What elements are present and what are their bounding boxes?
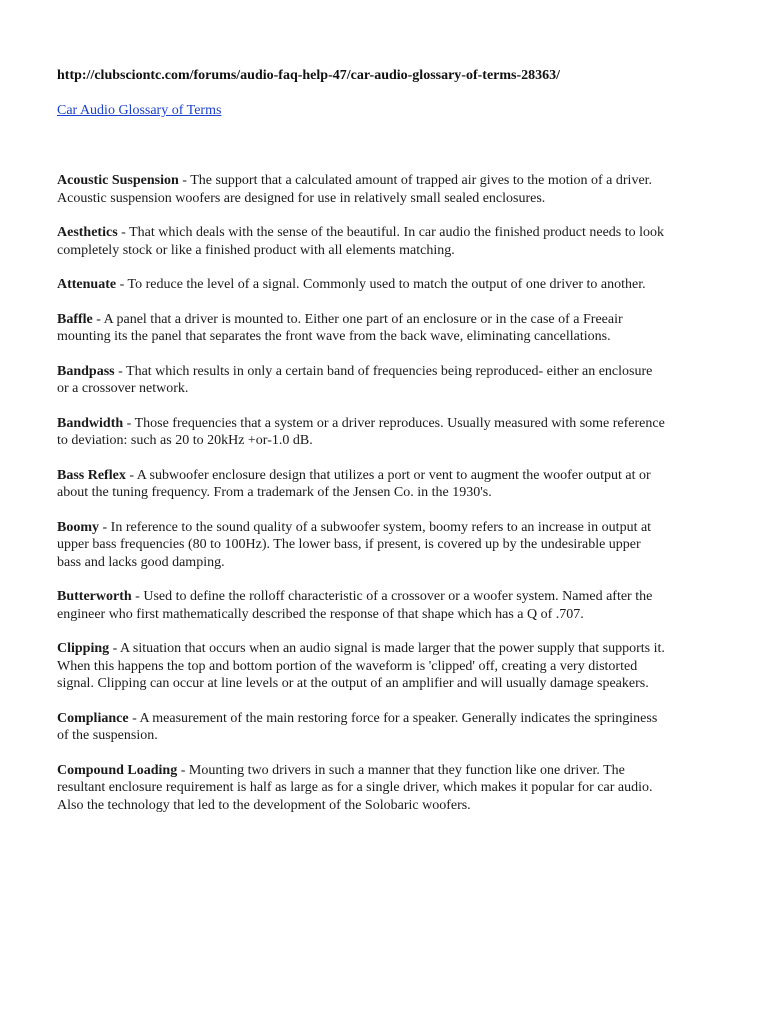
source-url: http://clubsciontc.com/forums/audio-faq-help-47/car-audio-glossary-of-terms-28363/ [57, 68, 561, 83]
glossary-entry [57, 588, 667, 623]
glossary-definition: That which results in only a certain band of frequencies being reproduced- either an enclosure or a crossover network. [57, 363, 653, 396]
glossary-definition: Those frequencies that a system or a driver reproduces. Usually measured with some reference to deviation: such as 20 to 20kHz +or-1.0 dB. [57, 415, 665, 448]
glossary-term: Compound Loading [57, 762, 178, 778]
glossary-list [57, 172, 667, 831]
term-separator: - [125, 467, 137, 483]
term-separator: - [109, 641, 121, 656]
glossary-term: Baffle [57, 311, 93, 327]
glossary-term: Clipping [57, 641, 110, 656]
glossary-entry [57, 276, 667, 294]
glossary-term: Butterworth [57, 589, 132, 604]
glossary-entry [57, 640, 667, 693]
glossary-term: Aesthetics [57, 225, 118, 240]
glossary-definition: Mounting two drivers in such a manner that they function like one driver. The resultant enclosure requirement is half as large as for a single driver, which makes it popular for car audio. Also the technology that led to the development of the Solobaric woofers. [57, 762, 653, 813]
glossary-term: Bandwidth [57, 415, 124, 431]
term-separator: - [114, 363, 127, 379]
glossary-term: Bandpass [57, 363, 115, 379]
glossary-term: Boomy [57, 519, 99, 535]
glossary-definition: That which deals with the sense of the beautiful. In car audio the finished product needs to look completely stock or like a finished product with all elements matching. [57, 225, 665, 258]
term-separator: - [128, 710, 140, 726]
glossary-entry [57, 172, 667, 207]
term-separator: - [123, 415, 135, 431]
glossary-definition: The support that a calculated amount of trapped air gives to the motion of a driver. Acoustic suspension woofers are designed for use in relatively small sealed enclosures. [57, 173, 653, 206]
glossary-definition: A panel that a driver is mounted to. Either one part of an enclosure or in the case of a Freeair mounting its the panel that separates the front wave from the back wave, eliminating cancellations. [57, 311, 623, 344]
glossary-definition: In reference to the sound quality of a subwoofer system, boomy refers to an increase in output at upper bass frequencies (80 to 100Hz). The lower bass, if present, is covered up by the undesirable upper bass and lacks good damping. [57, 519, 652, 570]
glossary-definition: Used to define the rolloff characteristic of a crossover or a woofer system. Named after the engineer who first mathematically described the response of that shape which has a Q of .707. [57, 589, 653, 622]
glossary-term: Attenuate [57, 277, 117, 292]
glossary-definition: A measurement of the main restoring force for a speaker. Generally indicates the springiness of the suspension. [57, 710, 658, 743]
glossary-term: Bass Reflex [57, 467, 126, 483]
term-separator: - [116, 277, 128, 292]
glossary-entry [57, 519, 667, 572]
glossary-entry [57, 467, 667, 502]
glossary-entry [57, 415, 667, 450]
document-title-link[interactable]: Car Audio Glossary of Terms [57, 103, 222, 118]
glossary-entry [57, 311, 667, 346]
glossary-entry [57, 363, 667, 398]
term-separator: - [92, 311, 104, 327]
glossary-entry [57, 762, 667, 815]
glossary-term: Compliance [57, 710, 129, 726]
glossary-definition: To reduce the level of a signal. Commonly used to match the output of one driver to another. [127, 277, 646, 292]
glossary-definition: A subwoofer enclosure design that utilizes a port or vent to augment the woofer output at or about the tuning frequency. From a trademark of the Jensen Co. in the 1930's. [57, 467, 651, 500]
term-separator: - [99, 519, 111, 535]
term-separator: - [117, 225, 130, 240]
glossary-definition: A situation that occurs when an audio signal is made larger that the power supply that supports it. When this happens the top and bottom portion of the waveform is 'clipped' off, creating a very distorted signal. Clipping can occur at line levels or at the output of an amplifier and will usually damage speakers. [57, 641, 665, 691]
term-separator: - [178, 173, 191, 188]
term-separator: - [177, 762, 189, 778]
glossary-term: Acoustic Suspension [57, 173, 179, 188]
glossary-entry [57, 224, 667, 259]
glossary-entry [57, 710, 667, 745]
term-separator: - [131, 589, 144, 604]
